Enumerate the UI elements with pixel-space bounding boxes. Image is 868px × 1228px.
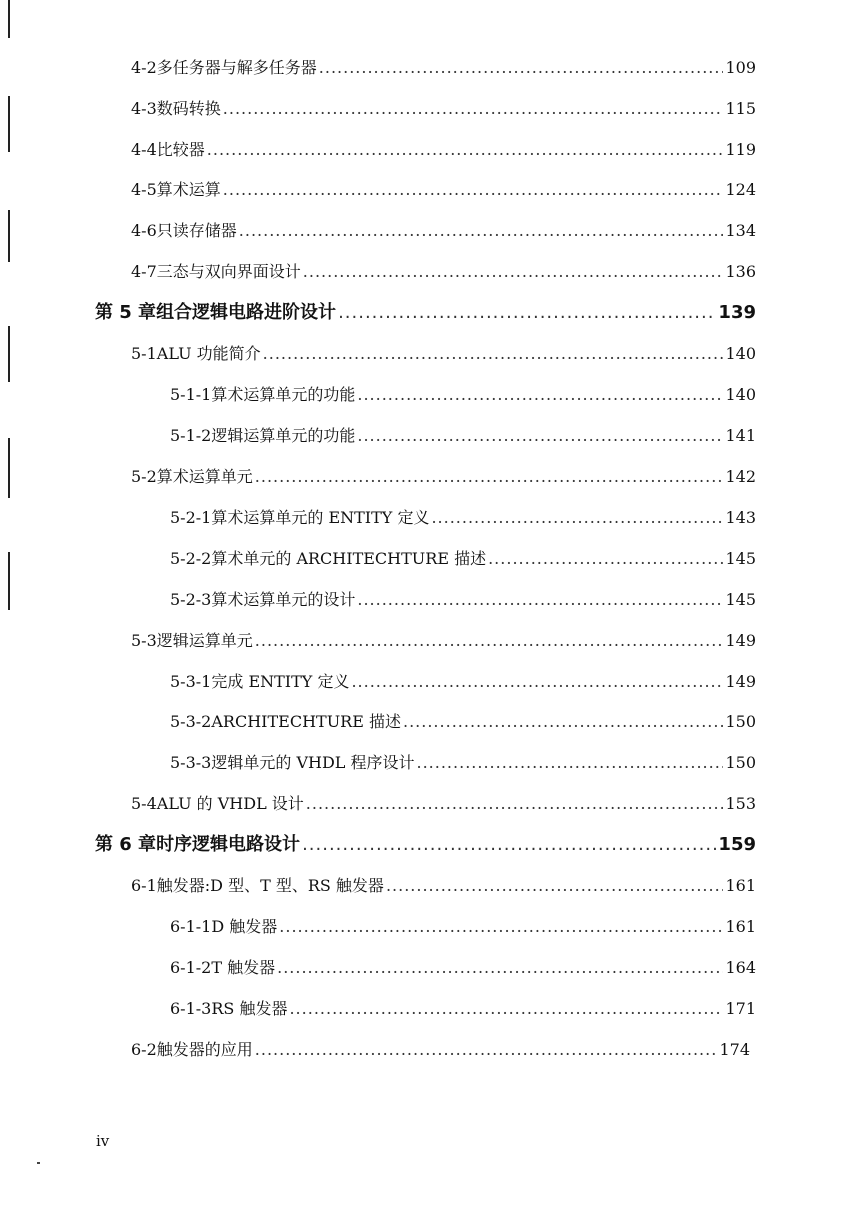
toc-subentry[interactable] [170,421,756,451]
dot-leader [207,135,724,165]
scan-edge-mark [8,552,10,610]
subsection-title: T 触发器 [211,958,276,977]
toc-entry[interactable] [131,175,756,205]
dot-leader [263,339,724,369]
subsection-number: 5-1-1 [170,385,212,404]
dot-leader [403,707,723,737]
scan-edge-mark [8,326,10,382]
page-number: 161 [725,917,756,936]
chapter-number: 第 5 章 [95,302,157,323]
toc-subentry[interactable] [170,953,756,983]
dot-leader [431,503,723,533]
scan-speck [37,1162,40,1164]
section-title: 触发器:D 型、T 型、RS 触发器 [156,876,384,895]
dot-leader [386,871,724,901]
section-title: 数码转换 [156,99,221,118]
subsection-number: 5-2-2 [170,549,212,568]
dot-leader [306,789,724,819]
page-number: 159 [718,834,756,855]
page-number: 115 [725,99,756,118]
dot-leader [357,380,723,410]
scan-edge-mark [8,96,10,152]
subsection-title: ARCHITECHTURE 描述 [211,712,401,731]
toc-subentry[interactable] [170,503,756,533]
page-number: 119 [725,140,756,159]
subsection-title: 完成 ENTITY 定义 [211,672,350,691]
subsection-title: 算术运算单元的 ENTITY 定义 [211,508,430,527]
dot-leader [357,585,723,615]
section-number: 4-2 [131,58,157,77]
subsection-number: 5-1-2 [170,426,212,445]
section-title: ALU 功能简介 [156,344,261,363]
toc-subentry[interactable] [170,912,756,942]
page-number: 124 [725,180,756,199]
dot-leader [351,667,723,697]
scan-edge-mark [8,438,10,498]
scan-edge-mark [8,210,10,262]
subsection-title: 算术运算单元的设计 [211,590,356,609]
page-number: 140 [725,385,756,404]
dot-leader [255,626,724,656]
dot-leader [255,462,724,492]
section-title: 只读存储器 [156,221,237,240]
dot-leader [277,953,723,983]
subsection-title: 算术单元的 ARCHITECHTURE 描述 [211,549,487,568]
chapter-title: 组合逻辑电路进阶设计 [156,302,337,323]
subsection-number: 5-3-3 [170,753,212,772]
page-number: 142 [725,467,756,486]
subsection-title: 逻辑运算单元的功能 [211,426,356,445]
subsection-number: 5-2-1 [170,508,212,527]
dot-leader [289,994,723,1024]
section-number: 4-4 [131,140,157,159]
dot-leader [255,1035,718,1065]
toc-entry[interactable] [131,871,756,901]
subsection-title: 逻辑单元的 VHDL 程序设计 [211,753,415,772]
section-number: 4-5 [131,180,157,199]
page-number: 153 [725,794,756,813]
page-number: 161 [725,876,756,895]
toc-entry[interactable] [131,339,756,369]
page-number: 149 [725,672,756,691]
subsection-title: RS 触发器 [211,999,288,1018]
dot-leader [319,53,724,83]
subsection-number: 5-3-2 [170,712,212,731]
section-number: 4-7 [131,262,157,281]
page-number: 140 [725,344,756,363]
section-title: 触发器的应用 [156,1040,253,1059]
dot-leader [338,298,716,328]
chapter-title: 时序逻辑电路设计 [156,834,301,855]
toc-entry[interactable] [131,626,756,656]
subsection-number: 5-3-1 [170,672,212,691]
toc-subentry[interactable] [170,994,756,1024]
page-number: 141 [725,426,756,445]
subsection-number: 6-1-2 [170,958,212,977]
section-number: 4-3 [131,99,157,118]
dot-leader [357,421,723,451]
dot-leader [488,544,723,574]
dot-leader [302,830,716,860]
toc-chapter-entry[interactable] [95,298,756,328]
toc-entry[interactable] [131,94,756,124]
section-number: 5-4 [131,794,157,813]
toc-subentry[interactable] [170,380,756,410]
page-folio: iv [96,1132,110,1150]
page-number: 136 [725,262,756,281]
toc-entry[interactable] [131,135,756,165]
chapter-number: 第 6 章 [95,834,157,855]
page-number: 145 [725,549,756,568]
page-number: 164 [725,958,756,977]
subsection-title: 算术运算单元的功能 [211,385,356,404]
subsection-title: D 触发器 [211,917,278,936]
toc-entry[interactable] [131,789,756,819]
scan-edge-mark [8,0,10,38]
section-title: 三态与双向界面设计 [156,262,301,281]
section-number: 4-6 [131,221,157,240]
toc-entry[interactable] [131,1035,750,1065]
page-number: 109 [725,58,756,77]
page-number: 149 [725,631,756,650]
section-title: 逻辑运算单元 [156,631,253,650]
toc-subentry[interactable] [170,748,756,778]
section-number: 6-1 [131,876,157,895]
dot-leader [223,175,724,205]
toc-chapter-entry[interactable] [95,830,756,860]
page-number: 134 [725,221,756,240]
subsection-number: 5-2-3 [170,590,212,609]
toc-subentry[interactable] [170,585,756,615]
subsection-number: 6-1-3 [170,999,212,1018]
dot-leader [303,257,724,287]
dot-leader [279,912,723,942]
page-number: 150 [725,712,756,731]
section-title: 算术运算单元 [156,467,253,486]
toc-subentry[interactable] [170,544,756,574]
section-number: 6-2 [131,1040,157,1059]
section-title: ALU 的 VHDL 设计 [156,794,304,813]
subsection-number: 6-1-1 [170,917,212,936]
dot-leader [239,216,724,246]
toc-entry[interactable] [131,216,756,246]
dot-leader [417,748,724,778]
page-number: 139 [718,302,756,323]
toc-entry[interactable] [131,53,756,83]
section-title: 多任务器与解多任务器 [156,58,317,77]
toc-subentry[interactable] [170,667,756,697]
page-number: 150 [725,753,756,772]
section-title: 比较器 [156,140,205,159]
page-number: 174 [719,1040,750,1059]
section-number: 5-2 [131,467,157,486]
dot-leader [223,94,724,124]
section-number: 5-3 [131,631,157,650]
toc-entry[interactable] [131,462,756,492]
section-title: 算术运算 [156,180,221,199]
toc-entry[interactable] [131,257,756,287]
page-number: 143 [725,508,756,527]
toc-subentry[interactable] [170,707,756,737]
page-number: 145 [725,590,756,609]
page-number: 171 [725,999,756,1018]
section-number: 5-1 [131,344,157,363]
